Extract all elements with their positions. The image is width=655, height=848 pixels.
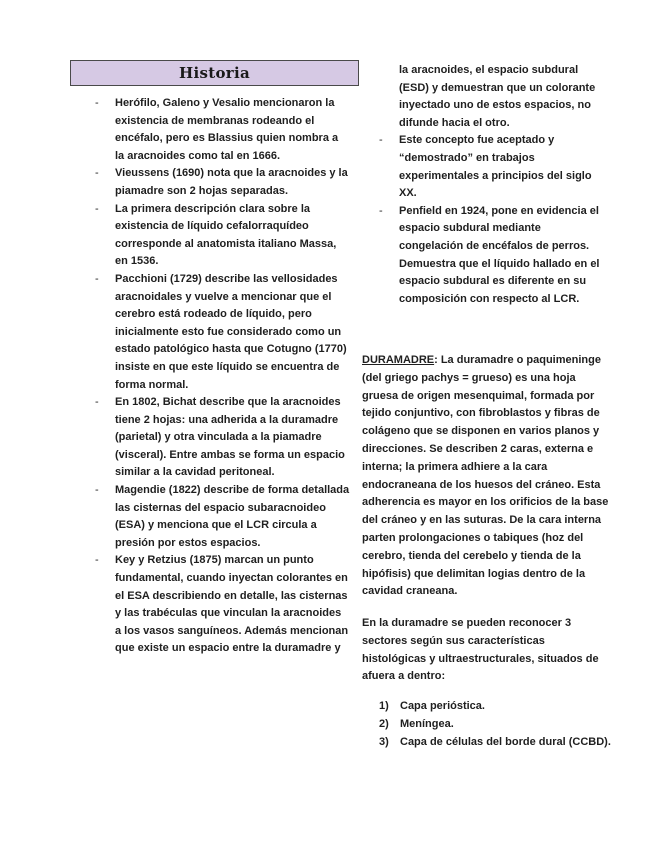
sector-item <box>362 716 612 734</box>
history-item: - Este concepto fue aceptado y “demostrado” en trabajos experimentales a principios del siglo XX. <box>362 132 612 202</box>
left-column <box>70 60 360 658</box>
section-title: Historia <box>179 64 250 82</box>
history-item: - Key y Retzius (1875) marcan un punto fundamental, cuando inyectan colorantes en el ESA describiendo en detalle, las cisternas y las trabéculas que vinculan la aracnoides a los vasos sanguíneos. Además mencionan que existe un espacio entre la duramadre y <box>70 552 360 658</box>
sector-number: 1) <box>379 700 389 712</box>
duramadre-paragraph <box>362 352 610 601</box>
sector-item <box>362 734 612 752</box>
history-item: - La primera descripción clara sobre la existencia de líquido cefalorraquídeo corresponde al anatomista italiano Massa, en 1536. <box>70 201 360 271</box>
sectores-intro: En la duramadre se pueden reconocer 3 sectores según sus características histológicas y ultraestructurales, situados de afuera a dentro: <box>362 617 599 683</box>
sectores-list <box>362 698 612 751</box>
history-item: - Vieussens (1690) nota que la aracnoides y la piamadre son 2 hojas separadas. <box>70 165 360 200</box>
duramadre-text: : La duramadre o paquimeninge (del griego pachys = grueso) es una hoja gruesa de origen mesenquimal, formada por tejido conjuntivo, con fibroblastos y fibras de colágeno que se disponen en varios planos y direcciones. Se describen 2 caras, externa e interna; la primera adhiere a la cara endocraneana de los huesos del cráneo. Esta adherencia es mayor en los orificios de la base del cráneo y en las suturas. De la cara interna parten prolongaciones o tabiques (hoz del cerebro, tienda del cerebelo y tienda de la hipófisis) que delimitan logias dentro de la cavidad craneana. <box>362 354 609 598</box>
sector-label: Capa de células del borde dural (CCBD). <box>400 735 611 748</box>
history-item: - En 1802, Bichat describe que la aracnoides tiene 2 hojas: una adherida a la duramadre (parietal) y otra vinculada a la piamadre (visceral). Entre ambas se forma un espacio similar a la cavidad peritoneal. <box>70 394 360 482</box>
sector-number: 3) <box>379 735 389 748</box>
section-title-box <box>70 60 359 86</box>
history-item-continuation: la aracnoides, el espacio subdural (ESD) y demuestran que un colorante inyectado uno de estos espacios, no difunde hacia el otro. <box>399 64 596 129</box>
right-column <box>362 62 612 308</box>
sector-item <box>362 698 612 716</box>
history-list-right <box>362 132 612 308</box>
history-item: - Pacchioni (1729) describe las vellosidades aracnoidales y vuelve a mencionar que el cerebro está rodeado de líquido, pero inicialmente esto fue considerado como un estado patológico hasta que Cotugno (1770) insiste en que este líquido se encuentra de forma normal. <box>70 271 360 394</box>
history-item: - Magendie (1822) describe de forma detallada las cisternas del espacio subaracnoideo (ESA) y menciona que el LCR circula a presión por estos espacios. <box>70 482 360 552</box>
sector-label: Capa perióstica. <box>400 700 485 712</box>
history-item: - Herófilo, Galeno y Vesalio mencionaron la existencia de membranas rodeando el encéfalo, pero es Blassius quien nombra a la aracnoides como tal en 1666. <box>70 95 360 165</box>
history-item: - Penfield en 1924, pone en evidencia el espacio subdural mediante congelación de encéfalos de perros. Demuestra que el líquido hallado en el espacio subdural es diferente en su composición con respecto al LCR. <box>362 203 612 309</box>
duramadre-term: DURAMADRE <box>362 354 435 366</box>
history-list <box>70 95 360 658</box>
sector-label: Meníngea. <box>400 717 454 730</box>
sector-number: 2) <box>379 717 389 730</box>
